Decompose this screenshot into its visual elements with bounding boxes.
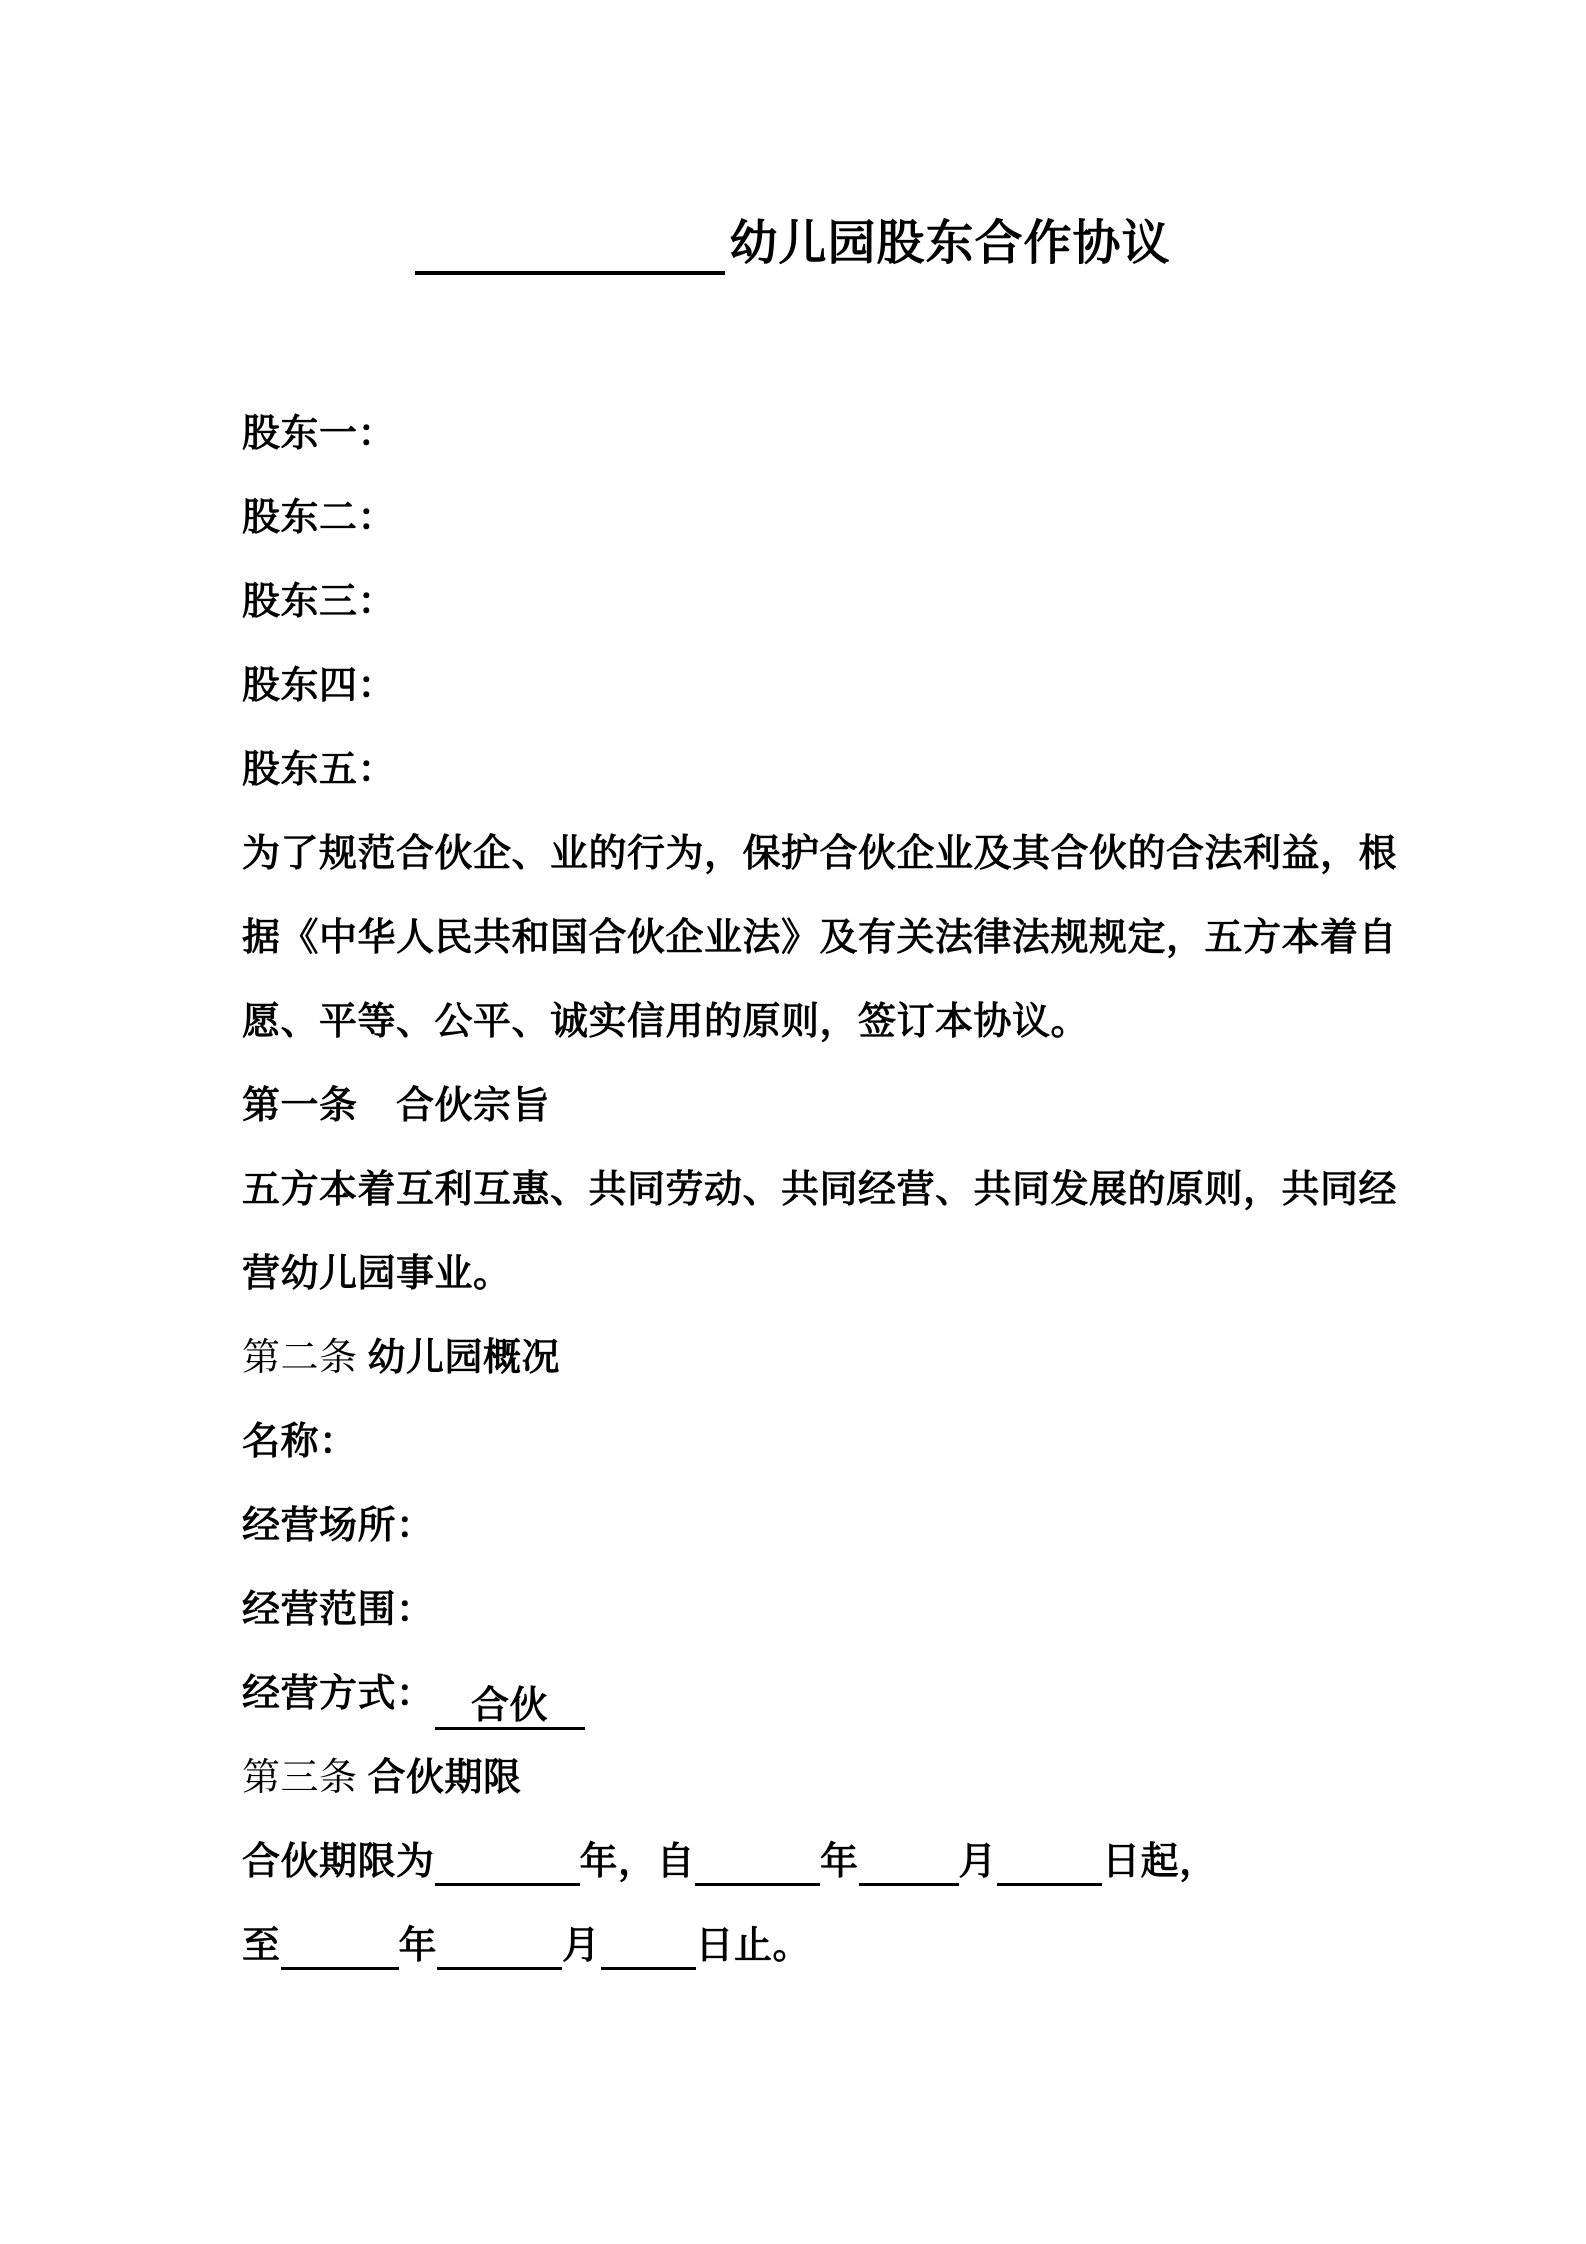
document-line [242,980,1422,1064]
document-title-line [0,198,1586,290]
line-text: 年，自 [579,1841,696,1883]
document-line [242,1400,1422,1484]
line-text: 据《中华人民共和国合伙企业法》及有关法律法规规定，五方本着自 [242,917,1398,959]
line-text: 年 [820,1841,859,1883]
line-text: 股东三： [242,581,397,623]
line-text: 至 [242,1925,281,1967]
document-line [242,1568,1422,1652]
document-line [242,896,1422,980]
document-line [242,812,1422,896]
line-text: 经营方式： [242,1673,435,1715]
blank-underline [437,1921,562,1970]
section-number: 第三条 [242,1757,368,1799]
document-line [242,476,1422,560]
line-text: 愿、平等、公平、诚实信用的原则，签订本协议。 [242,1001,1090,1043]
document-line [242,1652,1422,1736]
document-body [242,392,1422,1988]
line-text: 幼儿园概况 [367,1337,561,1379]
document-line [242,560,1422,644]
line-text: 股东二： [242,497,397,539]
line-text: 股东一： [242,413,397,455]
line-text: 经营范围： [242,1589,435,1631]
blank-filled-value: 合伙 [435,1681,585,1730]
line-text: 名称： [242,1421,358,1463]
document-line [242,1316,1422,1400]
document-line [242,644,1422,728]
blank-underline [859,1837,959,1886]
blank-underline [997,1837,1102,1886]
document-line [242,728,1422,812]
document-line [242,1064,1422,1148]
line-text: 为了规范合伙企、业的行为，保护合伙企业及其合伙的合法利益，根 [242,833,1398,875]
line-text: 股东五： [242,749,397,791]
line-text: 合伙期限 [367,1757,522,1799]
line-text: 营幼儿园事业。 [242,1253,512,1295]
document-title: 幼儿园股东合作协议 [729,217,1171,270]
document-line [242,392,1422,476]
blank-underline [601,1921,696,1970]
line-text: 合伙期限为 [242,1841,435,1883]
document-line [242,1736,1422,1820]
line-text: 月 [562,1925,601,1967]
line-text: 月 [958,1841,998,1883]
line-text: 年 [398,1925,438,1967]
line-text: 经营场所： [242,1505,435,1547]
title-blank-underline [415,221,725,275]
document-line [242,1904,1422,1988]
line-text: 日止。 [695,1925,812,1967]
blank-underline [695,1837,820,1886]
line-text: 股东四： [242,665,397,707]
document-line [242,1484,1422,1568]
line-text: 第一条 合伙宗旨 [242,1085,551,1127]
section-number: 第二条 [242,1337,368,1379]
line-text: 日起， [1102,1841,1218,1883]
blank-underline [281,1921,399,1970]
document-line [242,1232,1422,1316]
blank-underline [435,1837,580,1886]
line-text: 五方本着互利互惠、共同劳动、共同经营、共同发展的原则，共同经 [242,1169,1398,1211]
document-line [242,1148,1422,1232]
document-line [242,1820,1422,1904]
